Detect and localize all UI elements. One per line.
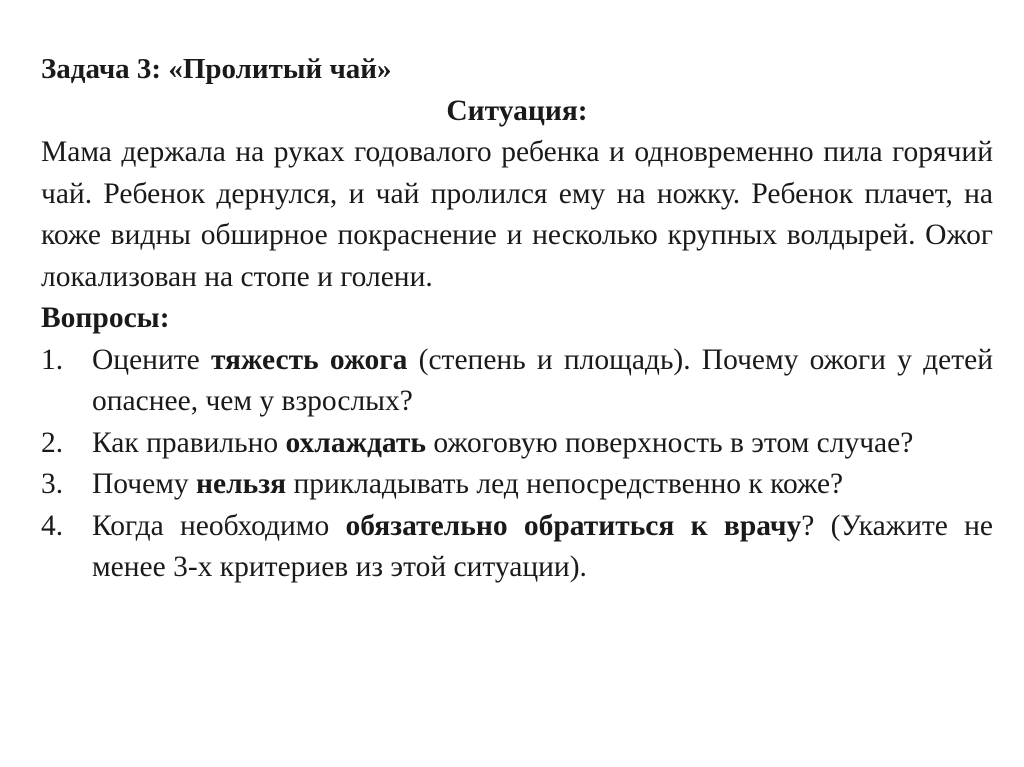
question-keyword: тяжесть ожога [210, 343, 408, 376]
question-item [41, 340, 993, 423]
question-item [41, 506, 993, 589]
situation-heading: Ситуация: [446, 94, 588, 127]
question-keyword: охлаждать [285, 426, 426, 459]
question-item [41, 423, 993, 465]
question-text [92, 423, 993, 465]
question-keyword: обязательно обратиться к врачу [345, 509, 802, 542]
question-text [92, 464, 993, 506]
question-number: 1. [41, 343, 64, 376]
question-text-after: ожоговую поверхность в этом случае? [426, 426, 914, 459]
question-number: 2. [41, 426, 64, 459]
question-text-before: Почему [92, 468, 197, 500]
question-text [92, 506, 993, 589]
question-text [92, 340, 993, 423]
question-text-before: Когда необходимо [92, 509, 346, 542]
situation-text: Мама держала на руках годовалого ребенка и одновременно пила горячий чай. Ребенок дернулся, и чай пролился ему на ножку. Ребенок плачет, на коже видны обширное покраснение и несколько крупных волдырей. Ожог локализован на стопе и голени. [41, 136, 993, 293]
questions-list [41, 340, 993, 589]
question-text-after: ? (Укажите не менее 3-х критериев из этой ситуации). [92, 509, 993, 583]
question-item [41, 464, 993, 506]
question-text-after: (степень и площадь). Почему ожоги у детей опаснее, чем у взрослых? [92, 343, 993, 417]
task-title: Задача 3: «Пролитый чай» [41, 53, 392, 85]
question-keyword: нельзя [196, 468, 287, 500]
slide-content [41, 49, 993, 589]
questions-heading: Вопросы: [41, 302, 170, 334]
question-text-before: Как правильно [92, 426, 286, 459]
question-number: 4. [41, 509, 64, 542]
question-text-before: Оцените [92, 343, 211, 376]
question-text-after: прикладывать лед непосредственно к коже? [286, 468, 844, 500]
question-number: 3. [41, 468, 64, 500]
